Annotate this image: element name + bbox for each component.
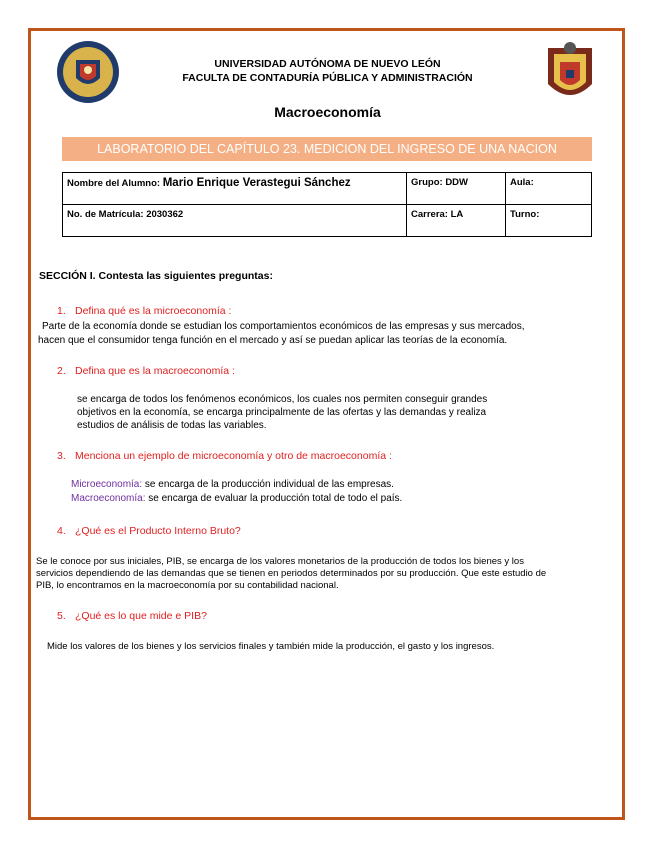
group-label: Grupo: bbox=[411, 177, 443, 188]
university-name: UNIVERSIDAD AUTÓNOMA DE NUEVO LEÓN bbox=[214, 58, 441, 70]
macro-label: Macroeconomía: bbox=[71, 493, 146, 504]
question-2 bbox=[57, 365, 235, 377]
question-3 bbox=[57, 450, 392, 462]
micro-text: se encarga de la producción individual de las empresas. bbox=[142, 479, 394, 490]
classroom-cell bbox=[506, 173, 592, 205]
answer-2-line-2: objetivos en la economía, se encarga principalmente de las ofertas y las demandas y realiza bbox=[77, 407, 487, 418]
answer-2-line-1: se encarga de todos los fenómenos económicos, los cuales nos permiten conseguir grandes bbox=[77, 394, 488, 405]
section-title: SECCIÓN I. Contesta las siguientes preguntas: bbox=[39, 270, 273, 282]
answer-1-line-1: Parte de la economía donde se estudian los comportamientos económicos de las empresas y sus mercados, bbox=[42, 321, 525, 332]
question-5 bbox=[57, 610, 207, 622]
question-text: Menciona un ejemplo de microeconomía y otro de macroeconomía : bbox=[75, 450, 392, 462]
student-id-label: No. de Matrícula: bbox=[67, 209, 144, 220]
answer-4-line-2: servicios dependiendo de las demandas que se tienen en periodos determinados por su producción. Que este estudio de bbox=[36, 568, 547, 579]
question-number: 2. bbox=[57, 365, 66, 377]
lab-banner: LABORATORIO DEL CAPÍTULO 23. MEDICION DEL INGRESO DE UNA NACION bbox=[62, 137, 592, 161]
career-label: Carrera: bbox=[411, 209, 448, 220]
shift-label: Turno: bbox=[510, 209, 540, 220]
question-text: ¿Qué es lo que mide e PIB? bbox=[75, 610, 207, 622]
question-number: 3. bbox=[57, 450, 66, 462]
question-4 bbox=[57, 525, 241, 537]
macro-text: se encarga de evaluar la producción total de todo el país. bbox=[145, 493, 403, 504]
student-name-label: Nombre del Alumno: bbox=[67, 178, 161, 189]
answer-5-line-1: Mide los valores de los bienes y los servicios finales y también mide la producción, el gasto y los ingresos. bbox=[47, 641, 495, 652]
question-text: ¿Qué es el Producto Interno Bruto? bbox=[75, 525, 241, 537]
student-name-cell bbox=[63, 173, 407, 205]
faculty-name: FACULTA DE CONTADURÍA PÚBLICA Y ADMINISTRACIÓN bbox=[182, 72, 473, 84]
subject-title: Macroeconomía bbox=[274, 104, 381, 120]
answer-2-line-3: estudios de análisis de todas las variables. bbox=[77, 420, 267, 431]
student-name-value: Mario Enrique Verastegui Sánchez bbox=[162, 177, 351, 189]
student-id-value: 2030362 bbox=[146, 209, 184, 220]
answer-1-line-2: hacen que el consumidor tenga función en el mercado y así se puedan aplicar las teorías de la economía. bbox=[38, 335, 508, 346]
group-value: DDW bbox=[445, 177, 469, 188]
question-number: 4. bbox=[57, 525, 66, 537]
question-number: 1. bbox=[57, 305, 66, 317]
question-number: 5. bbox=[57, 610, 66, 622]
career-cell bbox=[407, 205, 506, 237]
answer-3-micro bbox=[71, 478, 394, 491]
answer-3-macro bbox=[71, 492, 402, 505]
group-cell bbox=[407, 173, 506, 205]
student-id-cell bbox=[63, 205, 407, 237]
question-text: Defina que es la macroeconomía : bbox=[75, 365, 235, 377]
question-text: Defina qué es la microeconomía : bbox=[75, 305, 232, 317]
answer-4-line-3: PIB, lo encontramos en la macroeconomía por su contabilidad nacional. bbox=[36, 580, 339, 591]
micro-label: Microeconomía: bbox=[71, 479, 143, 490]
question-1 bbox=[57, 305, 231, 317]
career-value: LA bbox=[450, 209, 464, 220]
shift-cell bbox=[506, 205, 592, 237]
answer-4-line-1: Se le conoce por sus iniciales, PIB, se encarga de los valores monetarios de la producción de todos los bienes y los bbox=[36, 556, 524, 567]
classroom-label: Aula: bbox=[510, 177, 534, 188]
student-info-table bbox=[62, 172, 592, 237]
